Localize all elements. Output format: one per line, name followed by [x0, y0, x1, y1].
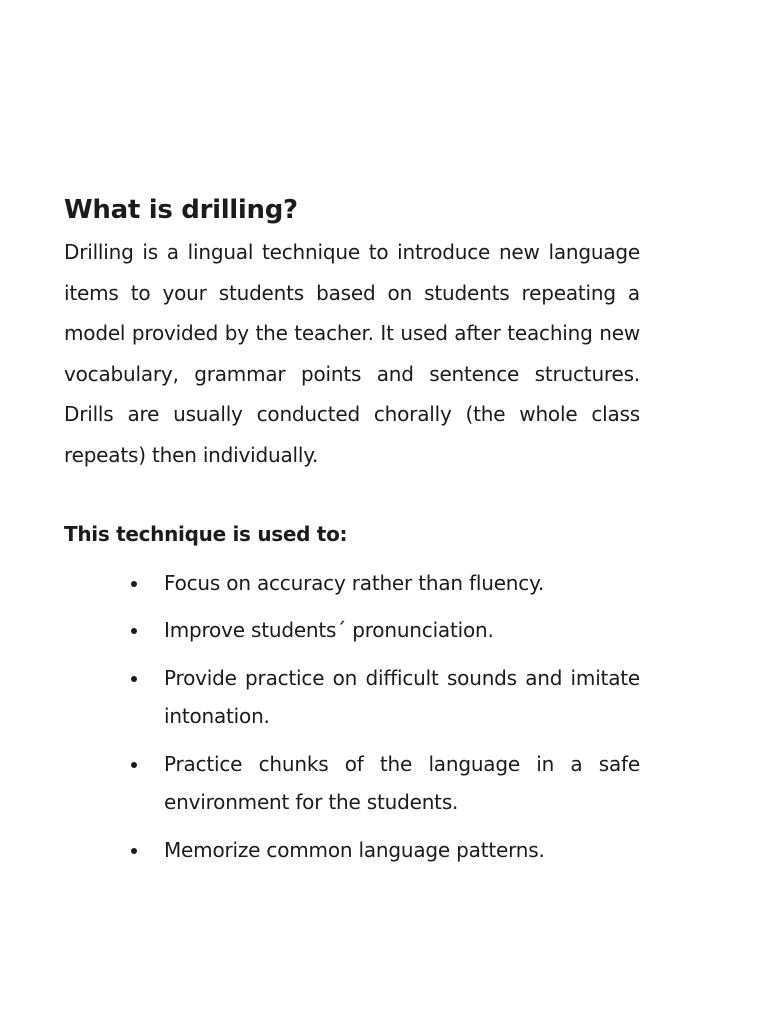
list-item-text: Practice chunks of the language in a safe environment for the students. [164, 751, 640, 815]
bullet-dot-icon [131, 581, 137, 587]
list-item-text: Focus on accuracy rather than fluency. [164, 570, 545, 595]
list-item [164, 564, 640, 603]
intro-paragraph: Drilling is a lingual technique to introduce new language items to your students based on students repeating a model provided by the teacher. It used after teaching new vocabulary, grammar points and sentence structures. Drills are usually conducted chorally (the whole class repeats) then individually. [64, 240, 640, 467]
list-item-text: Memorize common language patterns. [164, 837, 545, 862]
bullet-dot-icon [131, 676, 137, 682]
bullet-dot-icon [131, 848, 137, 854]
list-item [164, 659, 640, 736]
list-item [164, 611, 640, 650]
list-item [164, 831, 640, 870]
list-item-text: Provide practice on difficult sounds and imitate intonation. [164, 665, 640, 729]
technique-list [64, 564, 640, 870]
document-page [64, 190, 640, 878]
page-title: What is drilling? [64, 195, 298, 225]
list-item-text: Improve students´ pronunciation. [164, 618, 494, 643]
bullet-dot-icon [131, 762, 137, 768]
list-item [164, 745, 640, 822]
bullet-dot-icon [131, 628, 137, 634]
section-subheading: This technique is used to: [64, 521, 348, 546]
